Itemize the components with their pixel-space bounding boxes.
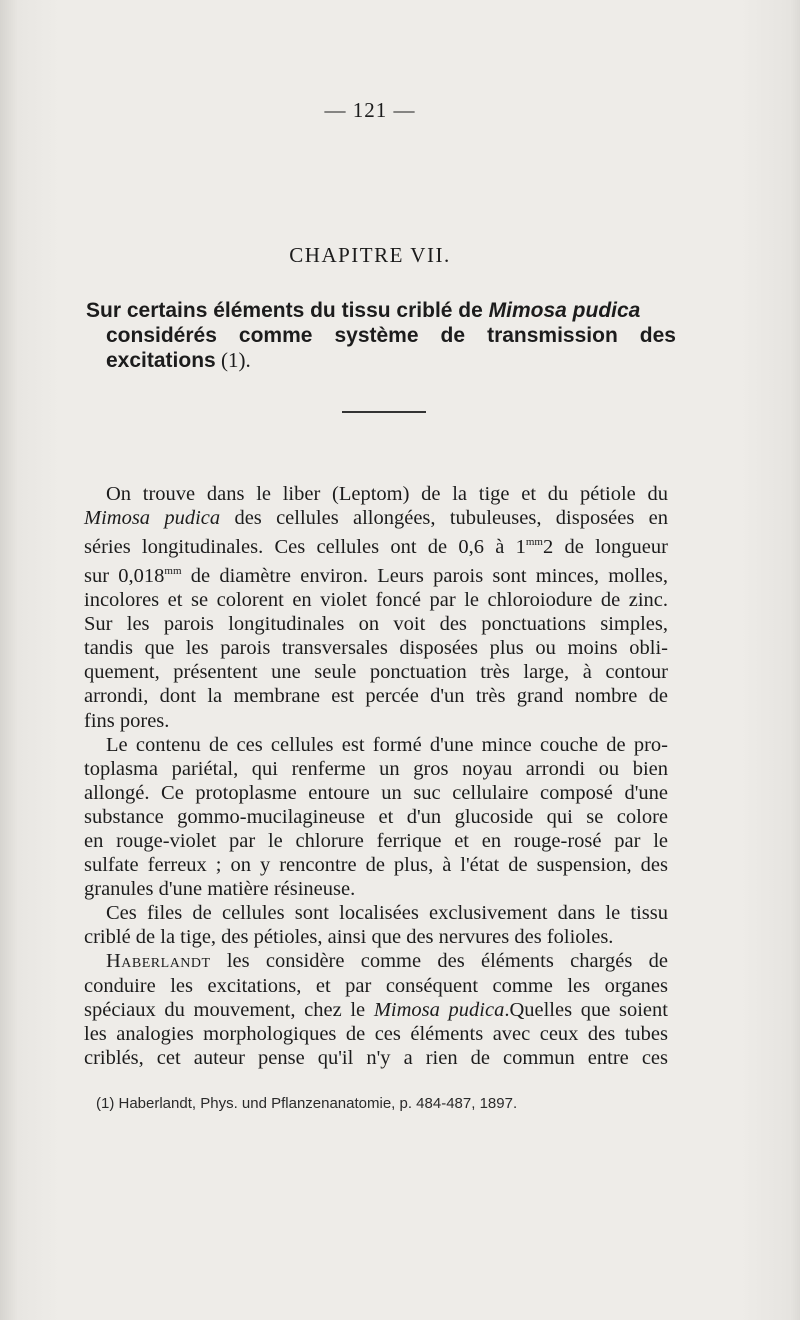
author-name: Haberlandt <box>106 950 211 973</box>
text-line: Ces files de cellules sont localisées exclusivement dans le tissu <box>106 902 668 925</box>
section-divider <box>342 411 426 413</box>
text-line: sur $0,018^{mm}$ de diamètre environ. Leurs parois sont minces, molles, <box>84 564 669 587</box>
footnote-reference: (1). <box>215 348 251 372</box>
title-species-name: Mimosa pudica <box>488 299 641 322</box>
footnote: (1) Haberlandt, Phys. und Pflanzenanatomie, p. 484-487, 1897. <box>96 1095 518 1112</box>
title-line-3: excitations (1). <box>106 348 251 372</box>
text-line: fins pores. <box>84 709 170 732</box>
text-line: allongé. Ce protoplasme entoure un suc cellulaire composé d'une <box>84 781 668 804</box>
body-text <box>84 482 668 1070</box>
paragraph-3 <box>84 901 668 949</box>
title-line-2: considérés comme système de transmission des <box>106 324 676 347</box>
chapter-title <box>86 298 676 373</box>
text-line: conduire les excitations, et par conséquent comme les organes <box>84 974 668 997</box>
paragraph-4 <box>84 949 668 1069</box>
text-line: toplasma pariétal, qui renferme un gros noyau arrondi ou bien <box>84 757 668 780</box>
paragraph-1 <box>84 482 668 733</box>
chapter-heading: CHAPITRE VII. <box>289 243 451 267</box>
text-line: tandis que les parois transversales disposées plus ou moins obli- <box>84 637 668 660</box>
text-line: criblé de la tige, des pétioles, ainsi que des nervures des folioles. <box>84 926 614 949</box>
text-line: On trouve dans le liber (Leptom) de la tige et du pétiole du <box>106 483 668 505</box>
text-line: les analogies morphologiques de ces éléments avec ceux des tubes <box>84 1022 668 1045</box>
text-line: Sur les parois longitudinales on voit des ponctuations simples, <box>84 613 668 636</box>
text-line: criblés, cet auteur pense qu'il n'y a rien de commun entre ces <box>84 1046 668 1069</box>
page-number: — 121 — <box>324 98 416 122</box>
text-line: granules d'une matière résineuse. <box>84 878 356 901</box>
text-line: quement, présentent une seule ponctuation très large, à contour <box>84 661 668 684</box>
text-line: arrondi, dont la membrane est percée d'un très grand nombre de <box>84 685 668 708</box>
paragraph-2 <box>84 733 668 902</box>
text-line: incolores et se colorent en violet foncé par le chloroiodure de zinc. <box>84 589 668 612</box>
text-line: spéciaux du mouvement, chez le Mimosa pudica.Quelles que soient <box>84 998 668 1021</box>
title-line-1: Sur certains éléments du tissu criblé de Mimosa pudica <box>86 299 641 322</box>
text-line: sulfate ferreux ; on y rencontre de plus, à l'état de suspension, des <box>84 854 668 877</box>
text-line: Haberlandt les considère comme des éléments chargés de <box>106 950 668 973</box>
text-line: séries longitudinales. Ces cellules ont de 0,6 à $1^{mm}2$ de longueur <box>84 536 668 559</box>
text-line: substance gommo-mucilagineuse et d'un glucoside qui se colore <box>84 805 668 828</box>
text-line: en rouge-violet par le chlorure ferrique et en rouge-rosé par le <box>84 829 668 852</box>
text-line: Le contenu de ces cellules est formé d'une mince couche de pro- <box>106 733 668 756</box>
text-line: Mimosa pudica des cellules allongées, tubuleuses, disposées en <box>84 507 668 530</box>
